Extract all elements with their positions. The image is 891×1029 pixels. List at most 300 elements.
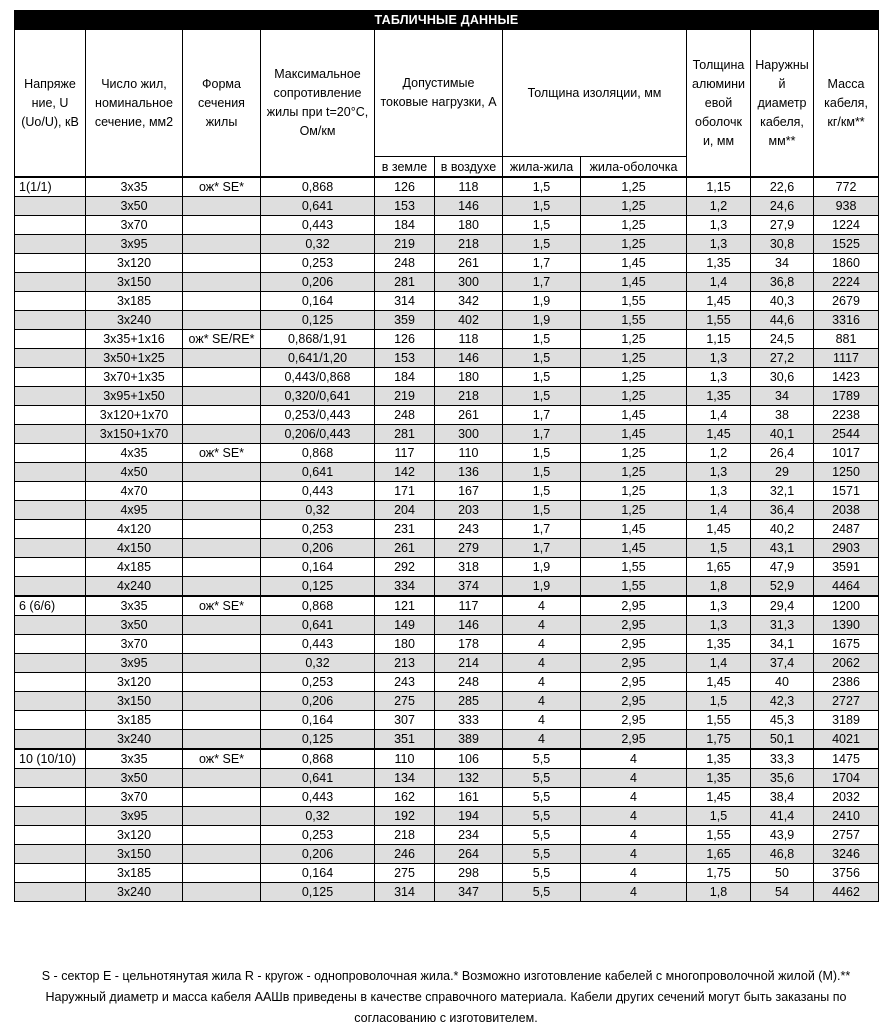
table-cell: 161 xyxy=(435,788,503,807)
table-cell: 1,3 xyxy=(687,349,751,368)
table-cell: 5,5 xyxy=(503,883,581,902)
table-cell xyxy=(15,349,86,368)
subheader-core-sheath: жила-оболочка xyxy=(581,157,687,178)
table-cell: 50,1 xyxy=(751,730,814,750)
table-row xyxy=(15,788,879,807)
table-cell xyxy=(15,463,86,482)
table-cell: 24,5 xyxy=(751,330,814,349)
table-cell: 0,443 xyxy=(261,635,375,654)
table-cell: 1,4 xyxy=(687,654,751,673)
table-cell: 334 xyxy=(375,577,435,597)
table-cell: 0,206/0,443 xyxy=(261,425,375,444)
table-cell xyxy=(15,883,86,902)
table-cell xyxy=(183,520,261,539)
table-cell: 1,35 xyxy=(687,749,751,769)
table-cell xyxy=(15,311,86,330)
table-cell: 30,6 xyxy=(751,368,814,387)
table-cell: 2410 xyxy=(814,807,879,826)
table-cell: 2238 xyxy=(814,406,879,425)
table-row xyxy=(15,730,879,750)
table-cell: 1,9 xyxy=(503,311,581,330)
table-cell: 153 xyxy=(375,349,435,368)
header-insulation: Толщина изоляции, мм xyxy=(503,30,687,157)
table-cell xyxy=(183,387,261,406)
table-cell: 1,2 xyxy=(687,197,751,216)
table-row xyxy=(15,406,879,425)
table-cell: 3х240 xyxy=(86,730,183,750)
table-cell: 275 xyxy=(375,864,435,883)
table-row xyxy=(15,692,879,711)
table-cell: 5,5 xyxy=(503,864,581,883)
table-cell: 1,8 xyxy=(687,577,751,597)
table-cell: 0,206 xyxy=(261,273,375,292)
table-cell: 3х35 xyxy=(86,749,183,769)
table-cell: 1,55 xyxy=(581,311,687,330)
table-cell: 4021 xyxy=(814,730,879,750)
table-cell: ож* SE* xyxy=(183,177,261,197)
table-cell xyxy=(183,864,261,883)
table-row xyxy=(15,864,879,883)
table-cell: 4х240 xyxy=(86,577,183,597)
table-cell: 402 xyxy=(435,311,503,330)
table-cell: 1,25 xyxy=(581,444,687,463)
table-cell: 110 xyxy=(375,749,435,769)
table-cell: 1,5 xyxy=(503,368,581,387)
table-cell: 1,3 xyxy=(687,616,751,635)
table-cell: 2062 xyxy=(814,654,879,673)
table-row xyxy=(15,425,879,444)
table-cell: 1,5 xyxy=(687,539,751,558)
table-cell: 167 xyxy=(435,482,503,501)
table-cell: 219 xyxy=(375,235,435,254)
table-cell: 41,4 xyxy=(751,807,814,826)
table-cell: 1,55 xyxy=(687,311,751,330)
table-cell: 40,1 xyxy=(751,425,814,444)
table-cell xyxy=(15,520,86,539)
table-cell: 1789 xyxy=(814,387,879,406)
table-cell: 22,6 xyxy=(751,177,814,197)
table-row xyxy=(15,826,879,845)
table-cell: 30,8 xyxy=(751,235,814,254)
table-cell xyxy=(183,616,261,635)
table-cell: 142 xyxy=(375,463,435,482)
table-cell xyxy=(15,387,86,406)
table-cell: 4х185 xyxy=(86,558,183,577)
table-cell xyxy=(15,330,86,349)
table-cell: 0,253 xyxy=(261,520,375,539)
table-cell: 1224 xyxy=(814,216,879,235)
table-cell: 3х120 xyxy=(86,826,183,845)
table-cell: 3х240 xyxy=(86,883,183,902)
table-row xyxy=(15,387,879,406)
table-cell xyxy=(15,807,86,826)
table-cell: 4 xyxy=(581,807,687,826)
table-cell: 146 xyxy=(435,197,503,216)
table-row xyxy=(15,368,879,387)
table-cell: 3х95+1х50 xyxy=(86,387,183,406)
table-cell xyxy=(15,730,86,750)
table-cell: 3х70 xyxy=(86,788,183,807)
table-cell xyxy=(183,577,261,597)
table-cell: 1,4 xyxy=(687,406,751,425)
table-cell: 3х150 xyxy=(86,273,183,292)
table-cell: 31,3 xyxy=(751,616,814,635)
table-cell: 3189 xyxy=(814,711,879,730)
subheader-core-core: жила-жила xyxy=(503,157,581,178)
table-cell: 1,25 xyxy=(581,349,687,368)
table-cell: 1,25 xyxy=(581,387,687,406)
table-cell: 38,4 xyxy=(751,788,814,807)
table-cell xyxy=(15,539,86,558)
table-cell: 1,7 xyxy=(503,254,581,273)
table-cell: 26,4 xyxy=(751,444,814,463)
table-cell xyxy=(15,635,86,654)
table-cell: 1,25 xyxy=(581,501,687,520)
table-cell: 180 xyxy=(375,635,435,654)
table-cell: 1,15 xyxy=(687,177,751,197)
table-cell: 2,95 xyxy=(581,616,687,635)
table-cell xyxy=(183,463,261,482)
table-cell: 0,125 xyxy=(261,883,375,902)
table-cell: 1250 xyxy=(814,463,879,482)
table-cell: 27,2 xyxy=(751,349,814,368)
table-cell: 1,3 xyxy=(687,596,751,616)
table-cell: 1,5 xyxy=(503,387,581,406)
table-cell: 4 xyxy=(581,883,687,902)
table-cell: 2386 xyxy=(814,673,879,692)
table-cell: 4 xyxy=(503,616,581,635)
table-cell: 1,9 xyxy=(503,292,581,311)
table-cell: 264 xyxy=(435,845,503,864)
table-cell: 219 xyxy=(375,387,435,406)
table-cell: 1,25 xyxy=(581,235,687,254)
table-cell: 1,45 xyxy=(581,425,687,444)
table-cell: 4х50 xyxy=(86,463,183,482)
table-cell: 231 xyxy=(375,520,435,539)
table-cell: 1,7 xyxy=(503,425,581,444)
table-cell: 281 xyxy=(375,273,435,292)
table-cell xyxy=(183,216,261,235)
header-form: Форма сечения жилы xyxy=(183,30,261,178)
table-cell: 4 xyxy=(581,749,687,769)
table-cell: 1,55 xyxy=(581,292,687,311)
table-cell: 938 xyxy=(814,197,879,216)
table-cell: 134 xyxy=(375,769,435,788)
table-cell: 117 xyxy=(435,596,503,616)
table-cell: 1,5 xyxy=(503,216,581,235)
table-cell: 1,15 xyxy=(687,330,751,349)
table-cell: 1,45 xyxy=(581,254,687,273)
table-cell: 0,164 xyxy=(261,558,375,577)
table-cell: 1,4 xyxy=(687,501,751,520)
table-row xyxy=(15,539,879,558)
table-cell: 1,8 xyxy=(687,883,751,902)
table-cell: 0,641/1,20 xyxy=(261,349,375,368)
table-cell xyxy=(183,273,261,292)
table-cell: 50 xyxy=(751,864,814,883)
table-cell: 1860 xyxy=(814,254,879,273)
table-row xyxy=(15,292,879,311)
table-cell xyxy=(15,292,86,311)
table-cell xyxy=(183,769,261,788)
table-cell: 6 (6/6) xyxy=(15,596,86,616)
table-cell: 0,164 xyxy=(261,292,375,311)
table-cell: 2,95 xyxy=(581,711,687,730)
table-cell: 5,5 xyxy=(503,845,581,864)
table-cell: 374 xyxy=(435,577,503,597)
table-cell: 261 xyxy=(435,254,503,273)
table-cell: 3х50 xyxy=(86,197,183,216)
table-cell: 1,5 xyxy=(687,692,751,711)
table-row xyxy=(15,463,879,482)
table-cell xyxy=(15,769,86,788)
table-cell: 1,3 xyxy=(687,482,751,501)
table-cell: 389 xyxy=(435,730,503,750)
table-cell: 40,2 xyxy=(751,520,814,539)
table-row xyxy=(15,254,879,273)
table-row xyxy=(15,349,879,368)
table-cell: 5,5 xyxy=(503,769,581,788)
table-cell: 40 xyxy=(751,673,814,692)
table-cell xyxy=(183,826,261,845)
table-cell: 192 xyxy=(375,807,435,826)
table-cell: 40,3 xyxy=(751,292,814,311)
table-cell: 0,253/0,443 xyxy=(261,406,375,425)
table-cell: 1390 xyxy=(814,616,879,635)
table-cell: 4464 xyxy=(814,577,879,597)
table-row xyxy=(15,216,879,235)
table-cell: 246 xyxy=(375,845,435,864)
table-cell: 0,443 xyxy=(261,482,375,501)
table-cell: 4 xyxy=(503,635,581,654)
table-cell: 1571 xyxy=(814,482,879,501)
table-cell: 3х35 xyxy=(86,596,183,616)
table-cell: 1,3 xyxy=(687,463,751,482)
table-cell: 2032 xyxy=(814,788,879,807)
table-cell: 2757 xyxy=(814,826,879,845)
table-cell: 243 xyxy=(435,520,503,539)
table-cell: 1423 xyxy=(814,368,879,387)
header-sheath: Толщина алюмини евой оболочк и, мм xyxy=(687,30,751,178)
table-cell: 1,4 xyxy=(687,273,751,292)
table-cell: 3х150 xyxy=(86,845,183,864)
table-cell: 1,7 xyxy=(503,406,581,425)
table-cell: 0,206 xyxy=(261,692,375,711)
table-cell: 0,125 xyxy=(261,577,375,597)
table-cell: 43,9 xyxy=(751,826,814,845)
table-cell: 0,125 xyxy=(261,730,375,750)
table-cell: 1,25 xyxy=(581,463,687,482)
table-cell: 1475 xyxy=(814,749,879,769)
table-cell: 0,641 xyxy=(261,197,375,216)
table-row xyxy=(15,883,879,902)
table-row xyxy=(15,330,879,349)
table-cell: 36,4 xyxy=(751,501,814,520)
table-cell: 34,1 xyxy=(751,635,814,654)
table-cell: 146 xyxy=(435,616,503,635)
table-row xyxy=(15,444,879,463)
table-cell: 1,3 xyxy=(687,368,751,387)
table-cell: 0,32 xyxy=(261,235,375,254)
table-cell xyxy=(15,558,86,577)
table-cell: 1200 xyxy=(814,596,879,616)
table-cell: 3х95 xyxy=(86,807,183,826)
table-cell: 1,9 xyxy=(503,558,581,577)
table-cell: 1(1/1) xyxy=(15,177,86,197)
table-cell: 3х120 xyxy=(86,673,183,692)
table-cell: 126 xyxy=(375,330,435,349)
table-cell xyxy=(183,558,261,577)
table-cell: 1,5 xyxy=(503,235,581,254)
table-cell: 1,55 xyxy=(687,711,751,730)
table-title: ТАБЛИЧНЫЕ ДАННЫЕ xyxy=(15,11,879,30)
table-cell: 1017 xyxy=(814,444,879,463)
table-cell xyxy=(183,654,261,673)
table-cell xyxy=(183,254,261,273)
table-cell: 178 xyxy=(435,635,503,654)
table-cell: 35,6 xyxy=(751,769,814,788)
table-cell: 118 xyxy=(435,177,503,197)
table-cell: 281 xyxy=(375,425,435,444)
table-cell: 4 xyxy=(503,673,581,692)
table-cell xyxy=(183,845,261,864)
table-row xyxy=(15,177,879,197)
table-cell: 0,253 xyxy=(261,673,375,692)
data-table-container xyxy=(14,10,878,902)
table-cell: 171 xyxy=(375,482,435,501)
table-cell: 1,5 xyxy=(503,444,581,463)
table-cell xyxy=(183,711,261,730)
table-cell: 3246 xyxy=(814,845,879,864)
table-cell xyxy=(183,292,261,311)
table-cell: 0,641 xyxy=(261,616,375,635)
table-cell: 121 xyxy=(375,596,435,616)
table-cell: 180 xyxy=(435,368,503,387)
table-cell: 180 xyxy=(435,216,503,235)
table-cell: 153 xyxy=(375,197,435,216)
table-cell: 1,35 xyxy=(687,387,751,406)
table-cell: 4 xyxy=(503,654,581,673)
table-cell: 1,5 xyxy=(687,807,751,826)
table-cell: 2544 xyxy=(814,425,879,444)
table-cell: 1,5 xyxy=(503,330,581,349)
table-cell xyxy=(15,444,86,463)
table-cell: 3х70+1х35 xyxy=(86,368,183,387)
table-cell: 3х150 xyxy=(86,692,183,711)
table-cell: 314 xyxy=(375,883,435,902)
table-cell: 261 xyxy=(435,406,503,425)
table-cell: 4х95 xyxy=(86,501,183,520)
table-cell: 3х150+1х70 xyxy=(86,425,183,444)
table-cell: 1117 xyxy=(814,349,879,368)
table-cell: 34 xyxy=(751,254,814,273)
table-cell: 0,206 xyxy=(261,539,375,558)
table-cell: 3756 xyxy=(814,864,879,883)
table-cell xyxy=(183,692,261,711)
table-row xyxy=(15,654,879,673)
table-cell: 1,5 xyxy=(503,482,581,501)
table-row xyxy=(15,673,879,692)
table-cell: 1,75 xyxy=(687,864,751,883)
table-cell: 24,6 xyxy=(751,197,814,216)
table-cell: 0,125 xyxy=(261,311,375,330)
table-cell: 2,95 xyxy=(581,673,687,692)
table-cell: 4 xyxy=(581,845,687,864)
table-cell: 1,35 xyxy=(687,635,751,654)
table-cell: 0,868 xyxy=(261,444,375,463)
table-row xyxy=(15,845,879,864)
table-cell: 1,55 xyxy=(687,826,751,845)
table-cell: 218 xyxy=(435,235,503,254)
table-cell: 1,9 xyxy=(503,577,581,597)
table-cell: 1,75 xyxy=(687,730,751,750)
table-body xyxy=(15,177,879,902)
table-cell: 0,868/1,91 xyxy=(261,330,375,349)
table-cell: 2487 xyxy=(814,520,879,539)
table-cell: 218 xyxy=(375,826,435,845)
table-cell: 359 xyxy=(375,311,435,330)
table-cell xyxy=(15,368,86,387)
table-cell: 2,95 xyxy=(581,654,687,673)
table-cell: 1,45 xyxy=(687,788,751,807)
table-cell: 248 xyxy=(435,673,503,692)
table-cell: 1,55 xyxy=(581,558,687,577)
table-cell: 29,4 xyxy=(751,596,814,616)
table-cell: 44,6 xyxy=(751,311,814,330)
table-cell xyxy=(15,482,86,501)
table-cell: 3х70 xyxy=(86,635,183,654)
table-cell: ож* SE* xyxy=(183,596,261,616)
table-cell xyxy=(183,482,261,501)
table-cell: 0,164 xyxy=(261,711,375,730)
table-cell: 298 xyxy=(435,864,503,883)
table-cell: 285 xyxy=(435,692,503,711)
table-cell xyxy=(15,501,86,520)
table-cell xyxy=(183,730,261,750)
table-cell xyxy=(183,425,261,444)
table-cell: 3х185 xyxy=(86,864,183,883)
table-cell: 1,25 xyxy=(581,482,687,501)
table-cell: 2224 xyxy=(814,273,879,292)
table-cell: 3х185 xyxy=(86,711,183,730)
table-cell: 184 xyxy=(375,216,435,235)
table-row xyxy=(15,635,879,654)
table-cell xyxy=(15,254,86,273)
table-cell: 3х185 xyxy=(86,292,183,311)
table-cell: 248 xyxy=(375,406,435,425)
table-cell: 0,641 xyxy=(261,463,375,482)
table-cell: 118 xyxy=(435,330,503,349)
table-cell: 2903 xyxy=(814,539,879,558)
table-cell: 126 xyxy=(375,177,435,197)
table-cell xyxy=(15,425,86,444)
table-cell: 333 xyxy=(435,711,503,730)
table-cell: 261 xyxy=(375,539,435,558)
table-row xyxy=(15,577,879,597)
table-cell: 4 xyxy=(581,864,687,883)
table-cell: 0,253 xyxy=(261,826,375,845)
table-cell: 204 xyxy=(375,501,435,520)
table-cell: 3х240 xyxy=(86,311,183,330)
table-cell xyxy=(15,826,86,845)
table-cell: 1,25 xyxy=(581,330,687,349)
table-cell: 0,32 xyxy=(261,654,375,673)
table-cell: 5,5 xyxy=(503,788,581,807)
table-cell: 4 xyxy=(581,788,687,807)
table-cell xyxy=(15,788,86,807)
table-row xyxy=(15,197,879,216)
table-cell: 45,3 xyxy=(751,711,814,730)
